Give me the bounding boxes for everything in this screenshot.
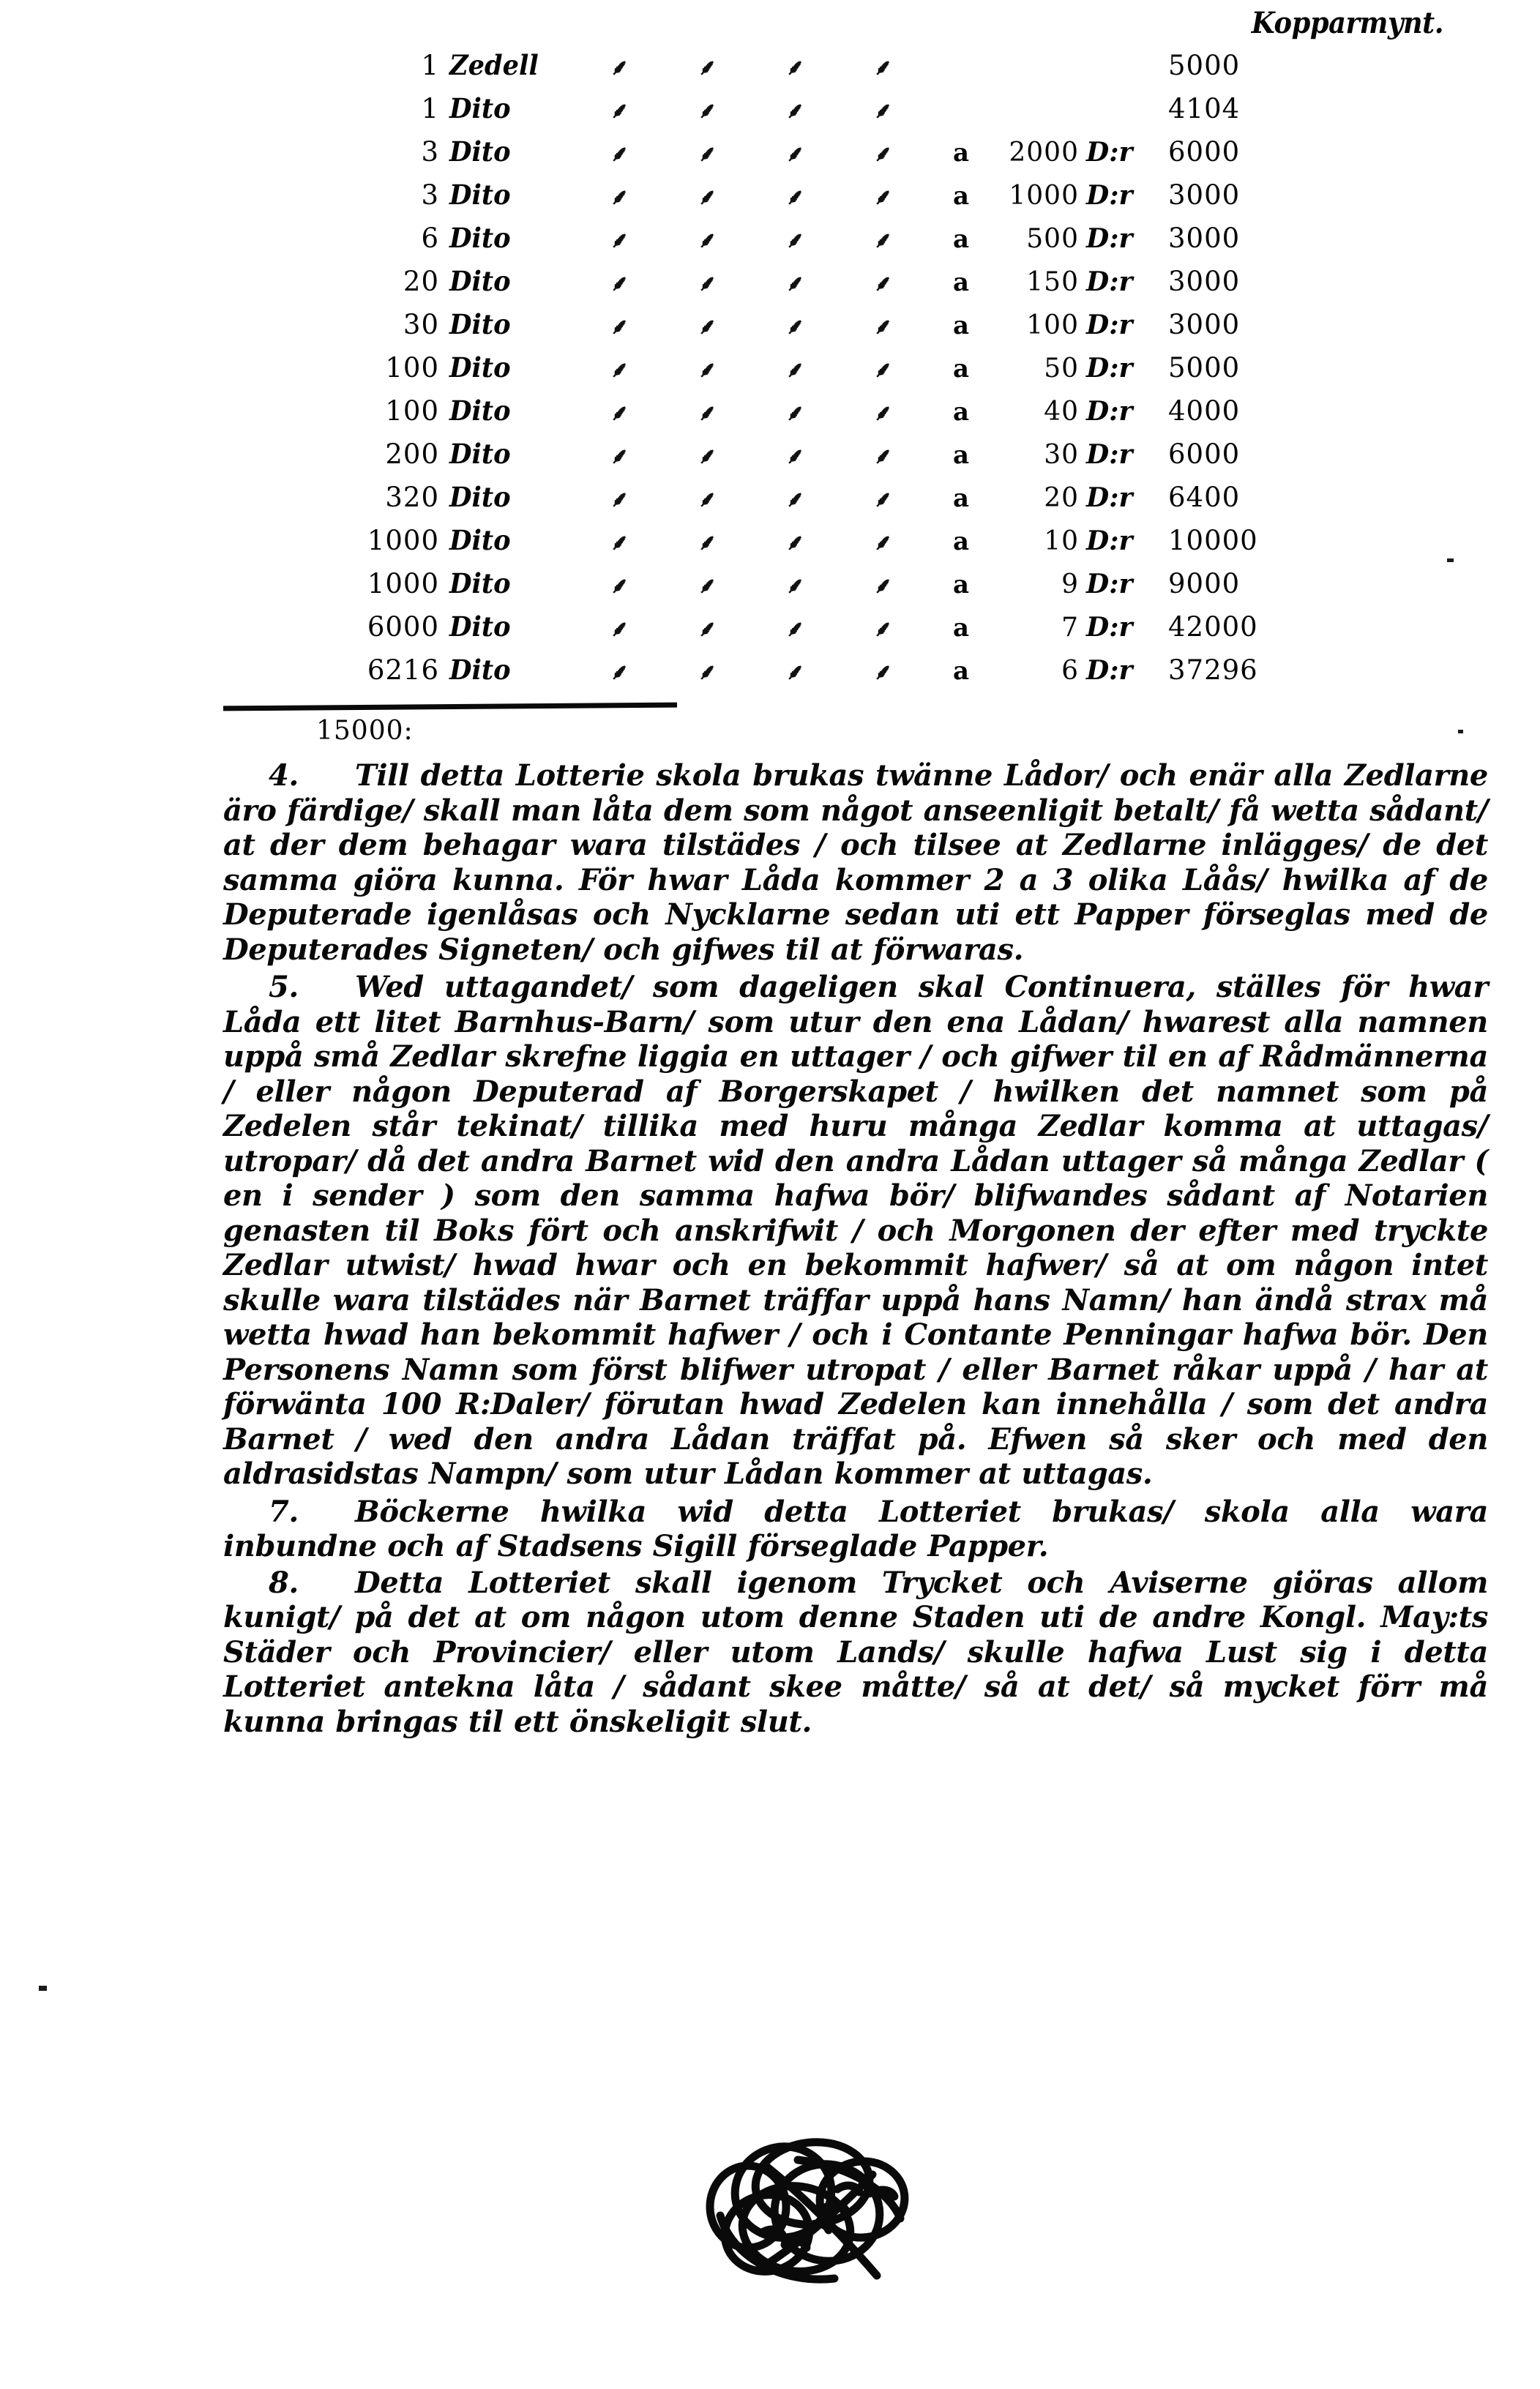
prize-count: 3 [421,136,439,168]
filler-mark: ⸙ [609,55,627,81]
paragraph-text: Till detta Lotterie skola brukas twänne Lådor/ och enär alla Zedlarne äro färdige/ skall man låta dem som något anseenligit betalt/ få wetta sådant/ at der dem behagar wara tilstädes / och tilsee at Zedlarne inlägges/ de det samma giöra kunna. För hwar Låda kommer 2 a 3 olika Låås/ hwilka af de Deputerade igenlåsas och Nycklarne sedan uti ett Papper förseglas med de Deputerades Signeten/ och gifwes til at förwaras. [223,758,1488,967]
paragraph-number: 7. [269,1494,299,1529]
prize-amount: 6400 [1168,482,1241,513]
rate-prefix: a [952,225,969,254]
filler-mark: ⸙ [872,55,890,81]
filler-mark: ⸙ [697,530,714,556]
filler-mark: ⸙ [785,271,802,296]
prize-amount: 5000 [1168,50,1241,81]
filler-mark: ⸙ [785,98,802,124]
prize-count: 200 [385,438,439,470]
rate-value: 7 [1061,613,1079,643]
table-row [0,130,1540,173]
filler-mark: ⸙ [609,357,627,383]
table-row [0,562,1540,605]
filler-mark: ⸙ [609,98,627,124]
filler-mark: ⸙ [872,98,890,124]
prize-count: 6216 [367,654,439,686]
prize-amount: 42000 [1168,611,1258,643]
filler-mark: ⸙ [697,55,714,81]
prize-label: Dito [449,524,511,556]
table-row [0,433,1540,476]
rate-prefix: a [952,570,969,599]
rate-prefix: a [952,354,969,384]
filler-mark: ⸙ [609,314,627,340]
filler-mark: ⸙ [785,616,802,642]
prize-label: Dito [449,610,511,643]
rate-unit: D:r [1086,655,1133,686]
filler-mark: ⸙ [609,444,627,469]
table-row [0,44,1540,87]
filler-mark: ⸙ [697,400,714,426]
paragraph-number: 5. [269,970,299,1004]
prize-amount: 4000 [1168,395,1241,427]
filler-mark: ⸙ [697,487,714,512]
filler-mark: ⸙ [785,487,802,512]
paragraph-8 [223,1566,1488,1740]
filler-mark: ⸙ [785,357,802,383]
table-total: 15000: [316,716,414,746]
filler-mark: ⸙ [697,616,714,642]
filler-mark: ⸙ [872,400,890,426]
filler-mark: ⸙ [872,271,890,296]
rate-value: 100 [1026,310,1079,340]
prize-label: Dito [449,567,511,599]
rate-prefix: a [952,484,969,513]
paragraph-text: Böckerne hwilka wid detta Lotteriet brukas/ skola alla wara inbundne och af Stadsens Sigill förseglade Papper. [223,1494,1488,1563]
paragraph-4 [223,758,1488,967]
prize-label: Dito [449,438,511,470]
rate-unit: D:r [1086,353,1133,384]
prize-amount: 4104 [1168,93,1241,124]
filler-mark: ⸙ [872,444,890,469]
filler-mark: ⸙ [609,184,627,210]
prize-amount: 3000 [1168,223,1241,254]
rate-unit: D:r [1086,439,1133,470]
filler-mark: ⸙ [697,659,714,685]
filler-mark: ⸙ [785,573,802,599]
rate-unit: D:r [1086,482,1133,513]
filler-mark: ⸙ [609,487,627,512]
rate-unit: D:r [1086,526,1133,556]
rate-unit: D:r [1086,266,1133,297]
filler-mark: ⸙ [785,530,802,556]
table-row [0,346,1540,389]
table-row [0,648,1540,692]
filler-mark: ⸙ [785,141,802,167]
table-row [0,389,1540,433]
table-row [0,519,1540,562]
filler-mark: ⸙ [609,271,627,296]
table-row [0,173,1540,217]
table-row [0,260,1540,303]
prize-count: 30 [403,309,439,340]
rate-value: 9 [1061,569,1079,599]
filler-mark: ⸙ [697,271,714,296]
prize-count: 20 [403,266,439,297]
rate-value: 20 [1044,483,1079,513]
rate-prefix: a [952,311,969,340]
rate-prefix: a [952,527,969,556]
prize-amount: 6000 [1168,136,1241,168]
filler-mark: ⸙ [872,184,890,210]
filler-mark: ⸙ [609,616,627,642]
filler-mark: ⸙ [785,444,802,469]
prize-label: Dito [449,481,511,513]
rate-value: 50 [1044,354,1079,384]
rate-unit: D:r [1086,310,1133,340]
rate-prefix: a [952,397,969,427]
table-row [0,476,1540,519]
prize-count: 3 [421,179,439,211]
rate-value: 2000 [1009,138,1079,168]
rate-unit: D:r [1086,612,1133,643]
prize-label: Dito [449,654,511,686]
rate-value: 40 [1044,397,1079,427]
prize-count: 1000 [367,525,439,556]
filler-mark: ⸙ [609,228,627,253]
prize-label: Dito [449,135,511,168]
filler-mark: ⸙ [609,573,627,599]
prize-label: Dito [449,222,511,254]
rate-unit: D:r [1086,223,1133,254]
filler-mark: ⸙ [609,530,627,556]
prize-label: Dito [449,308,511,340]
prize-label: Dito [449,351,511,384]
filler-mark: ⸙ [609,141,627,167]
filler-mark: ⸙ [697,141,714,167]
paragraph-text: Wed uttagandet/ som dageligen skal Continuera, ställes för hwar Låda ett litet Barnhus-Barn/ som utur den ena Lådan/ hwarest alla namnen uppå små Zedlar skrefne liggia en uttager / och gifwer til en af Rådmännerna / eller någon Deputerad af Borgerskapet / hwilken det namnet som på Zedelen står tekinat/ tillika med huru många Zedlar komma at uttagas/ utropar/ då det andra Barnet wid den andra Lådan uttager så många Zedlar ( en i sender ) som den samma hafwa bör/ blifwandes sådant af Notarien genasten til Boks fört och anskrifwit / och Morgonen der efter med tryckte Zedlar utwist/ hwad hwar och en bekommit hafwer/ så at om någon intet skulle wara tilstädes när Barnet träffar uppå hans Namn/ han ändå strax må wetta hwad han bekommit hafwer / och i Contante Penningar hafwa bör. Den Personens Namn som först blifwer utropat / eller Barnet råkar uppå / har at förwänta 100 R:Daler/ förutan hwad Zedelen kan innehålla / som det andra Barnet / wed den andra Lådan träffat på. Efwen så sker och med den aldrasidstas Nampn/ som utur Lådan kommer at uttagas. [223,970,1488,1491]
scan-speck [1458,730,1463,733]
prize-label: Dito [449,395,511,427]
paragraph-5 [223,970,1488,1492]
prize-amount: 3000 [1168,179,1241,211]
rate-value: 10 [1044,526,1079,556]
prize-amount: 10000 [1168,525,1258,556]
filler-mark: ⸙ [872,659,890,685]
table-row [0,87,1540,130]
filler-mark: ⸙ [697,444,714,469]
scan-speck [39,1986,47,1991]
rate-value: 6 [1061,656,1079,686]
filler-mark: ⸙ [872,228,890,253]
filler-mark: ⸙ [785,400,802,426]
knot-ornament-icon [681,2090,922,2309]
prize-amount: 6000 [1168,438,1241,470]
filler-mark: ⸙ [872,487,890,512]
filler-mark: ⸙ [872,314,890,340]
prize-count: 320 [385,482,439,513]
prize-count: 6000 [367,611,439,643]
prize-count: 6 [421,223,439,254]
rate-prefix: a [952,441,969,470]
filler-mark: ⸙ [785,659,802,685]
prize-label: Zedell [449,49,539,81]
filler-mark: ⸙ [697,98,714,124]
prize-table [0,44,1540,692]
filler-mark: ⸙ [697,357,714,383]
filler-mark: ⸙ [697,573,714,599]
paragraph-number: 4. [269,758,299,793]
paragraph-7 [223,1495,1488,1564]
rate-unit: D:r [1086,569,1133,599]
prize-label: Dito [449,265,511,297]
rate-prefix: a [952,268,969,297]
filler-mark: ⸙ [697,184,714,210]
rate-value: 150 [1026,267,1079,297]
prize-count: 100 [385,395,439,427]
table-sum-rule [223,703,677,711]
prize-label: Dito [449,179,511,211]
prize-amount: 5000 [1168,352,1241,384]
filler-mark: ⸙ [872,530,890,556]
prize-count: 1 [421,50,439,81]
rate-prefix: a [952,657,969,686]
printers-knot-ornament [681,2090,922,2309]
prize-count: 1000 [367,568,439,599]
filler-mark: ⸙ [697,228,714,253]
table-row [0,217,1540,260]
rate-prefix: a [952,182,969,211]
rate-value: 1000 [1009,181,1079,211]
prize-amount: 3000 [1168,309,1241,340]
body-text [223,755,1488,1739]
prize-count: 100 [385,352,439,384]
filler-mark: ⸙ [872,573,890,599]
rate-unit: D:r [1086,396,1133,427]
filler-mark: ⸙ [785,228,802,253]
filler-mark: ⸙ [609,659,627,685]
prize-label: Dito [449,92,511,124]
filler-mark: ⸙ [785,55,802,81]
rate-unit: D:r [1086,180,1133,211]
paragraph-text: Detta Lotteriet skall igenom Trycket och Aviserne giöras allom kunigt/ på det at om någon utom denne Staden uti de andre Kongl. May:ts Städer och Provincier/ eller utom Lands/ skulle hafwa Lust sig i detta Lotteriet antekna låta / sådant skee måtte/ så at det/ så mycket förr må kunna bringas til ett önskeligit slut. [223,1565,1488,1739]
filler-mark: ⸙ [785,184,802,210]
filler-mark: ⸙ [872,141,890,167]
prize-amount: 37296 [1168,654,1258,686]
filler-mark: ⸙ [697,314,714,340]
rate-value: 500 [1026,224,1079,254]
prize-amount: 3000 [1168,266,1241,297]
rate-value: 30 [1044,440,1079,470]
filler-mark: ⸙ [872,357,890,383]
currency-heading: Kopparmynt. [1251,6,1443,40]
scan-speck [1447,558,1454,562]
rate-prefix: a [952,138,969,168]
prize-amount: 9000 [1168,568,1241,599]
filler-mark: ⸙ [609,400,627,426]
table-row [0,303,1540,346]
filler-mark: ⸙ [872,616,890,642]
rate-prefix: a [952,613,969,643]
filler-mark: ⸙ [785,314,802,340]
prize-count: 1 [421,93,439,124]
table-row [0,605,1540,648]
paragraph-number: 8. [269,1565,299,1600]
rate-unit: D:r [1086,137,1133,168]
